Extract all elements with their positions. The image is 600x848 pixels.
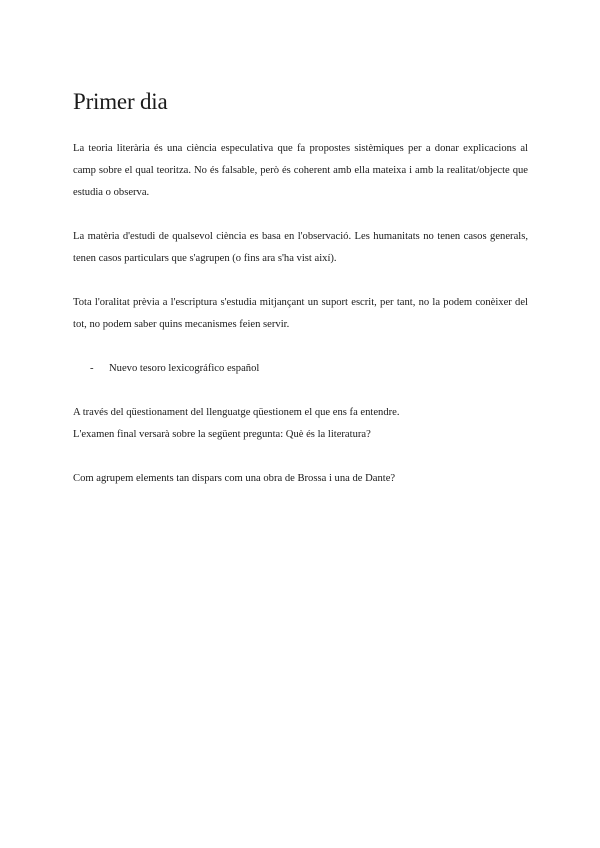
page-title: Primer dia: [73, 89, 168, 114]
bullet-list: [73, 358, 528, 380]
paragraph-2: La matèria d'estudi de qualsevol ciència es basa en l'observació. Les humanitats no tenen casos generals, tenen casos particulars que s'agrupen (o fins ara s'ha vist així).: [73, 230, 528, 264]
list-item-text: Nuevo tesoro lexicográfico español: [109, 362, 260, 374]
document-content: [73, 88, 528, 490]
paragraph-3: Tota l'oralitat prèvia a l'escriptura s'estudia mitjançant un suport escrit, per tant, no la podem conèixer del tot, no podem saber quins mecanismes feien servir.: [73, 296, 528, 330]
list-marker: -: [90, 362, 94, 374]
closing-question: Com agrupem elements tan dispars com una obra de Brossa i una de Dante?: [73, 472, 396, 484]
paragraph-1: La teoria literària és una ciència especulativa que fa propostes sistèmiques per a donar explicacions al camp sobre el qual teoritza. No és falsable, però és coherent amb ella mateixa i amb la realitat/objecte que estudia o observa.: [73, 142, 528, 198]
line-1: A través del qüestionament del llenguatge qüestionem el que ens fa entendre.: [73, 406, 400, 418]
list-item: [73, 358, 528, 380]
line-2: L'examen final versarà sobre la següent pregunta: Què és la literatura?: [73, 428, 371, 440]
